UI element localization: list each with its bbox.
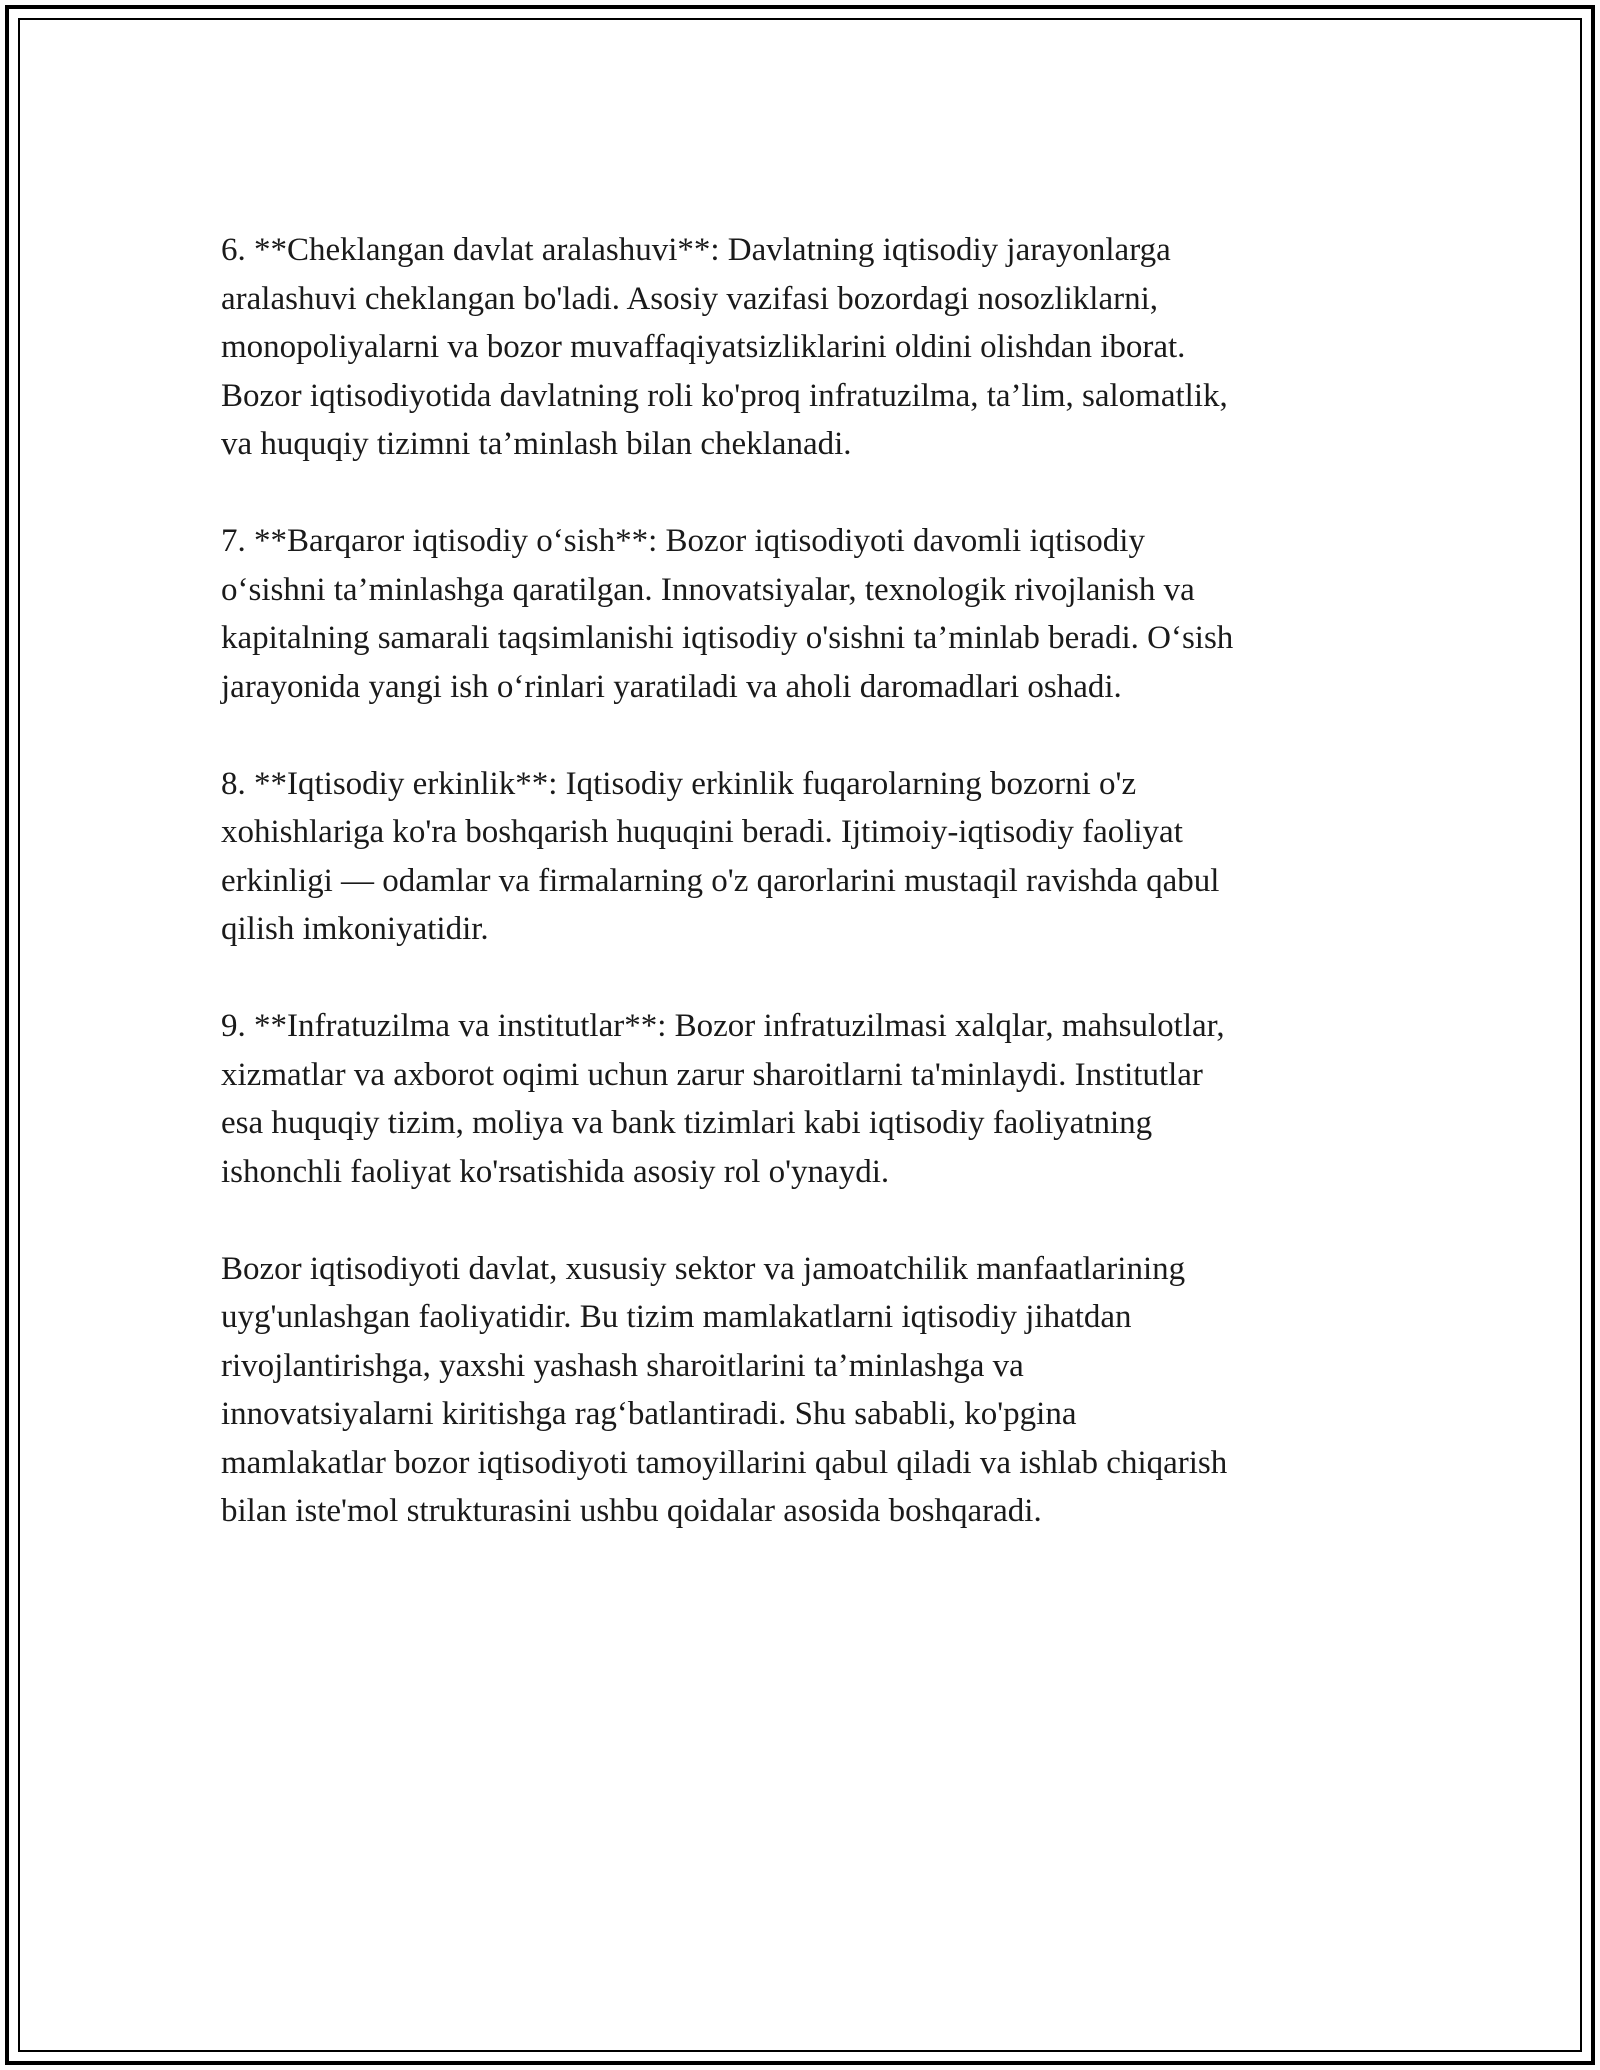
paragraph-limited-state-intervention: 6. **Cheklangan davlat aralashuvi**: Davlatning iqtisodiy jarayonlarga aralashuvi cheklangan bo'ladi. Asosiy vazifasi bozordagi nosozliklarni, monopoliyalarni va bozor muvaffaqiyatsizliklarini oldini olishdan iborat. Bozor iqtisodiyotida davlatning roli ko'proq infratuzilma, ta’lim, salomatlik, va huquqiy tizimni ta’minlash bilan cheklanadi. <box>221 232 1228 462</box>
paragraph-infrastructure-institutions: 9. **Infratuzilma va institutlar**: Bozor infratuzilmasi xalqlar, mahsulotlar, xizmatlar va axborot oqimi uchun zarur sharoitlarni ta'minlaydi. Institutlar esa huquqiy tizim, moliya va bank tizimlari kabi iqtisodiy faoliyatning ishonchli faoliyat ko'rsatishida asosiy rol o'ynaydi. <box>221 1008 1225 1190</box>
document-body <box>221 226 1371 1584</box>
paragraph-economic-freedom: 8. **Iqtisodiy erkinlik**: Iqtisodiy erkinlik fuqarolarning bozorni o'z xohishlariga ko'ra boshqarish huquqini beradi. Ijtimoiy-iqtisodiy faoliyat erkinligi — odamlar va firmalarning o'z qarorlarini mustaqil ravishda qabul qilish imkoniyatidir. <box>221 765 1220 947</box>
paragraph-sustainable-growth: 7. **Barqaror iqtisodiy o‘sish**: Bozor iqtisodiyoti davomli iqtisodiy o‘sishni ta’minlashga qaratilgan. Innovatsiyalar, texnologik rivojlanish va kapitalning samarali taqsimlanishi iqtisodiy o'sishni ta’minlab beradi. O‘sish jarayonida yangi ish o‘rinlari yaratiladi va aholi daromadlari oshadi. <box>221 523 1234 705</box>
paragraph-conclusion: Bozor iqtisodiyoti davlat, xususiy sektor va jamoatchilik manfaatlarining uyg'unlashgan faoliyatidir. Bu tizim mamlakatlarni iqtisodiy jihatdan rivojlantirishga, yaxshi yashash sharoitlarini ta’minlashga va innovatsiyalarni kiritishga rag‘batlantiradi. Shu sababli, ko'pgina mamlakatlar bozor iqtisodiyoti tamoyillarini qabul qiladi va ishlab chiqarish bilan iste'mol strukturasini ushbu qoidalar asosida boshqaradi. <box>221 1250 1228 1529</box>
